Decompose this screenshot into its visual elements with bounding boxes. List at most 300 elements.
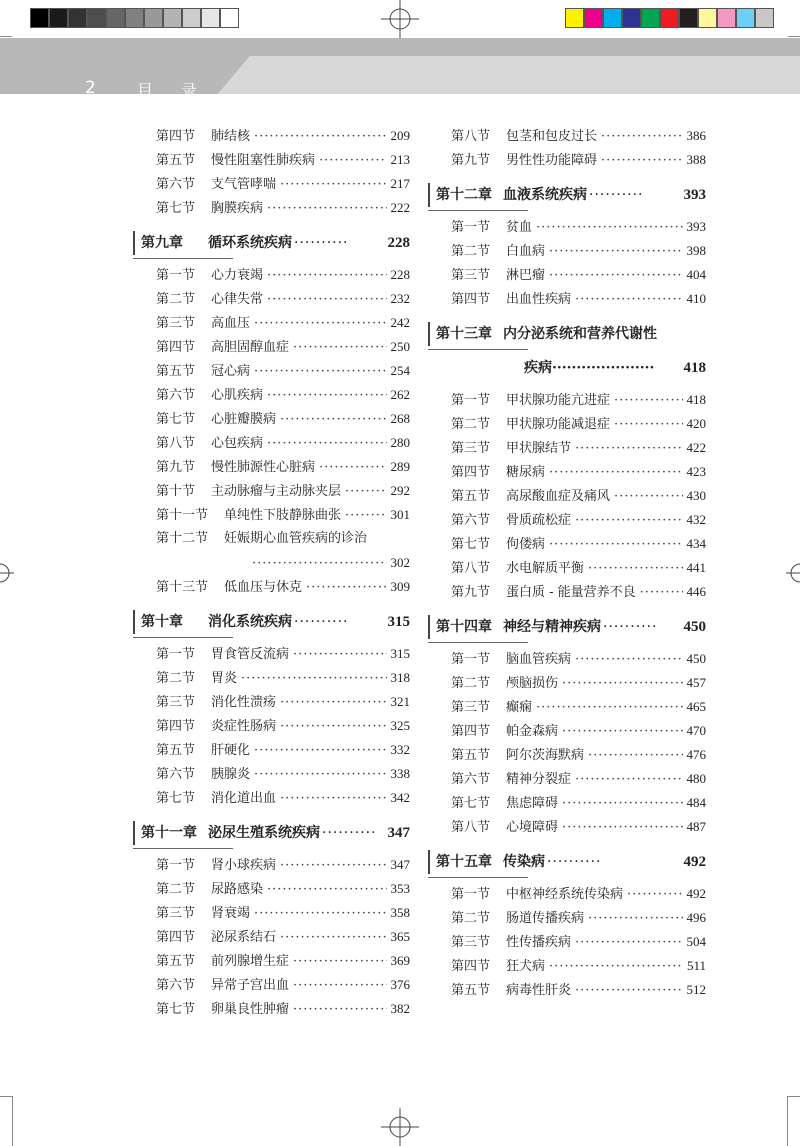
toc-section-row[interactable] (133, 666, 410, 690)
section-number: 第八节 (451, 820, 491, 835)
dot-leader (319, 149, 386, 173)
dot-leader (562, 816, 682, 840)
toc-section-row[interactable] (428, 148, 706, 172)
section-number: 第十二节 (156, 531, 209, 546)
dot-leader (575, 931, 682, 955)
dot-leader (549, 264, 682, 288)
page-ref: 209 (390, 128, 410, 143)
chapter-title: 疾病 (524, 360, 552, 376)
page-ref: 430 (686, 488, 706, 503)
chapter-title: 血液系统疾病 (503, 187, 587, 203)
dot-leader (280, 854, 386, 878)
section-title: 焦虑障碍 (506, 796, 559, 811)
dot-leader (306, 576, 386, 600)
crop-mark (788, 36, 800, 37)
toc-chapter-heading[interactable] (133, 608, 410, 636)
toc-section-row[interactable] (133, 287, 410, 311)
page-ref: 280 (390, 435, 410, 450)
toc-section-row[interactable] (428, 815, 706, 839)
dot-leader (319, 456, 386, 480)
toc-section-row[interactable] (133, 762, 410, 786)
section-title: 蛋白质 - 能量营养不良 (506, 585, 636, 600)
section-number: 第七节 (451, 537, 491, 552)
page-ref: 228 (390, 267, 410, 282)
chapter-title: 神经与精神疾病 (503, 619, 601, 635)
dot-leader (280, 926, 386, 950)
section-title: 消化性溃疡 (211, 695, 277, 710)
section-title: 支气管哮喘 (211, 177, 277, 192)
section-number: 第二节 (451, 244, 491, 259)
page-ref: 338 (390, 766, 410, 781)
section-title: 心力衰竭 (211, 268, 264, 283)
section-number: 第一节 (156, 268, 196, 283)
dot-leader (575, 979, 682, 1003)
chapter-rule (133, 821, 135, 845)
section-number: 第一节 (156, 647, 196, 662)
toc-section-row[interactable] (133, 335, 410, 359)
toc-section-row[interactable] (428, 412, 706, 436)
toc-section-row[interactable] (133, 311, 410, 335)
section-number: 第四节 (451, 292, 491, 307)
chapter-page-ref: 450 (683, 619, 706, 635)
page-ref: 441 (686, 560, 706, 575)
dot-leader (280, 715, 386, 739)
toc-section-row[interactable] (428, 556, 706, 580)
section-title: 白血病 (506, 244, 546, 259)
toc-chapter-continuation (428, 354, 706, 382)
section-title: 狂犬病 (506, 959, 546, 974)
section-number: 第二节 (156, 882, 196, 897)
section-number: 第三节 (156, 695, 196, 710)
section-title: 胸膜疾病 (211, 201, 264, 216)
section-title: 男性性功能障碍 (506, 153, 598, 168)
page-ref: 393 (686, 219, 706, 234)
toc-section-row[interactable] (428, 460, 706, 484)
chapter-number: 第十章 (141, 614, 183, 630)
toc-section-row[interactable] (133, 124, 410, 148)
dot-leader (280, 173, 386, 197)
toc-section-row[interactable] (133, 738, 410, 762)
toc-chapter-heading[interactable] (428, 181, 706, 209)
page-ref: 423 (686, 464, 706, 479)
section-number: 第四节 (156, 719, 196, 734)
dot-leader (575, 509, 682, 533)
page-ref: 242 (390, 315, 410, 330)
section-number: 第三节 (156, 316, 196, 331)
section-title: 胃食管反流病 (211, 647, 290, 662)
toc-section-row[interactable] (133, 383, 410, 407)
color-swatch (106, 8, 125, 28)
chapter-underline (133, 258, 233, 259)
dot-leader (549, 955, 683, 979)
page-ref: 418 (686, 392, 706, 407)
toc-section-row[interactable] (428, 124, 706, 148)
toc-section-row[interactable] (133, 853, 410, 877)
toc-section-row[interactable] (428, 647, 706, 671)
color-swatch (220, 8, 239, 28)
dot-leader (614, 485, 682, 509)
page-ref: 404 (686, 267, 706, 282)
toc-chapter-heading[interactable] (428, 848, 706, 876)
section-number: 第四节 (156, 129, 196, 144)
section-number: 第五节 (451, 748, 491, 763)
section-number: 第二节 (451, 911, 491, 926)
section-number: 第一节 (451, 393, 491, 408)
page-ref: 254 (390, 363, 410, 378)
toc-section-row[interactable] (428, 743, 706, 767)
dot-leader (536, 216, 682, 240)
toc-section-row[interactable] (133, 527, 410, 551)
dot-leader (254, 125, 386, 149)
section-title: 心境障碍 (506, 820, 559, 835)
section-number: 第四节 (156, 930, 196, 945)
page-title: 目录 (137, 81, 226, 100)
toc-section-row[interactable] (133, 575, 410, 599)
color-swatch (144, 8, 163, 28)
toc-section-row[interactable] (133, 973, 410, 997)
page-ref: 318 (390, 670, 410, 685)
color-swatch (163, 8, 182, 28)
dot-leader: ····················· (552, 360, 655, 376)
dot-leader (254, 360, 386, 384)
color-swatch (641, 8, 660, 28)
page-ref: 358 (390, 905, 410, 920)
section-number: 第七节 (156, 201, 196, 216)
page-ref: 512 (686, 982, 706, 997)
dot-leader (293, 950, 386, 974)
section-number: 第六节 (156, 978, 196, 993)
section-title: 前列腺增生症 (211, 954, 290, 969)
dot-leader (267, 384, 386, 408)
color-swatch (584, 8, 603, 28)
toc-chapter-heading[interactable] (133, 819, 410, 847)
color-swatch (125, 8, 144, 28)
dot-leader (601, 125, 682, 149)
dot-leader (562, 792, 682, 816)
toc-section-row[interactable] (133, 263, 410, 287)
toc-section-row[interactable] (428, 882, 706, 906)
dot-leader (293, 336, 386, 360)
dot-leader (614, 389, 682, 413)
color-swatch (182, 8, 201, 28)
toc-section-row[interactable] (428, 671, 706, 695)
section-title: 心包疾病 (211, 436, 264, 451)
dot-leader (640, 581, 683, 605)
dot-leader: ·········· (603, 619, 658, 635)
dot-leader (254, 902, 386, 926)
section-title: 消化道出血 (211, 791, 277, 806)
chapter-underline (133, 637, 233, 638)
page-ref: 325 (390, 718, 410, 733)
page-ref: 470 (686, 723, 706, 738)
toc-chapter-heading[interactable] (133, 229, 410, 257)
dot-leader (575, 768, 682, 792)
toc-right-column (428, 124, 706, 1002)
page-ref: 446 (686, 584, 706, 599)
chapter-underline (133, 848, 233, 849)
section-title: 肠道传播疾病 (506, 911, 585, 926)
toc-section-row[interactable] (133, 877, 410, 901)
page-ref: 496 (686, 910, 706, 925)
toc-section-row[interactable] (428, 954, 706, 978)
section-number: 第九节 (451, 585, 491, 600)
section-number: 第一节 (451, 652, 491, 667)
section-number: 第八节 (451, 561, 491, 576)
section-number: 第二节 (156, 292, 196, 307)
dot-leader (252, 552, 387, 576)
dot-leader (280, 691, 386, 715)
color-swatch (622, 8, 641, 28)
toc-section-row[interactable] (133, 690, 410, 714)
section-number: 第十三节 (156, 580, 209, 595)
toc-section-row[interactable] (428, 239, 706, 263)
header-band (0, 38, 800, 94)
section-number: 第二节 (156, 671, 196, 686)
page-ref: 353 (390, 881, 410, 896)
section-number: 第四节 (451, 465, 491, 480)
color-swatch (565, 8, 584, 28)
chapter-number: 第十三章 (436, 326, 492, 342)
section-title: 炎症性肠病 (211, 719, 277, 734)
page-ref: 217 (390, 176, 410, 191)
chapter-title: 消化系统疾病 (208, 614, 292, 630)
page-ref: 422 (686, 440, 706, 455)
chapter-underline (428, 877, 528, 878)
registration-mark-icon (786, 554, 800, 592)
page-ref: 268 (390, 411, 410, 426)
color-swatch (68, 8, 87, 28)
section-number: 第四节 (451, 959, 491, 974)
section-title: 肾衰竭 (211, 906, 251, 921)
page-ref: 332 (390, 742, 410, 757)
page-ref: 457 (686, 675, 706, 690)
chapter-number: 第十五章 (436, 854, 492, 870)
section-title: 异常子宫出血 (211, 978, 290, 993)
registration-mark-icon (381, 0, 419, 38)
section-title: 精神分裂症 (506, 772, 572, 787)
toc-section-row[interactable] (133, 997, 410, 1021)
toc-section-row[interactable] (133, 407, 410, 431)
crop-mark (0, 1096, 12, 1097)
section-title: 病毒性肝炎 (506, 983, 572, 998)
page-ref: 250 (390, 339, 410, 354)
chapter-page-ref: 492 (683, 854, 706, 870)
toc-section-row[interactable] (428, 263, 706, 287)
section-title: 高血压 (211, 316, 251, 331)
section-number: 第六节 (156, 388, 196, 403)
chapter-rule (133, 610, 135, 634)
section-number: 第三节 (451, 935, 491, 950)
section-title: 慢性肺源性心脏病 (211, 460, 316, 475)
section-number: 第一节 (451, 220, 491, 235)
toc-chapter-heading[interactable] (428, 613, 706, 641)
color-swatch (87, 8, 106, 28)
section-title: 心肌疾病 (211, 388, 264, 403)
dot-leader (549, 461, 682, 485)
chapter-title: 内分泌系统和营养代谢性 (503, 326, 657, 342)
section-title: 泌尿系结石 (211, 930, 277, 945)
toc-section-row[interactable] (428, 719, 706, 743)
dot-leader (549, 533, 682, 557)
section-number: 第六节 (156, 177, 196, 192)
page-number: 2 (85, 78, 96, 98)
toc-section-row[interactable] (428, 287, 706, 311)
color-swatch (603, 8, 622, 28)
toc-section-row[interactable] (133, 949, 410, 973)
chapter-number: 第十二章 (436, 187, 492, 203)
cmyk-color-bar (565, 8, 774, 28)
page-ref: 262 (390, 387, 410, 402)
dot-leader (588, 907, 682, 931)
toc-section-row[interactable] (428, 388, 706, 412)
dot-leader (562, 672, 682, 696)
section-title: 心律失常 (211, 292, 264, 307)
toc-section-row[interactable] (133, 455, 410, 479)
color-swatch (201, 8, 220, 28)
section-number: 第二节 (451, 417, 491, 432)
toc-section-row[interactable] (428, 508, 706, 532)
toc-section-row[interactable] (133, 714, 410, 738)
section-number: 第三节 (156, 906, 196, 921)
chapter-number: 第九章 (141, 235, 183, 251)
chapter-rule (133, 231, 135, 255)
page-ref: 476 (686, 747, 706, 762)
section-title: 主动脉瘤与主动脉夹层 (211, 484, 342, 499)
page-ref: 398 (686, 243, 706, 258)
section-number: 第七节 (156, 791, 196, 806)
crop-mark (787, 1096, 788, 1146)
section-title: 佝偻病 (506, 537, 546, 552)
dot-leader: ·········· (294, 614, 349, 630)
section-title: 性传播疾病 (506, 935, 572, 950)
toc-section-row[interactable] (428, 791, 706, 815)
dot-leader (280, 408, 386, 432)
color-swatch (660, 8, 679, 28)
dot-leader: ·········· (547, 854, 602, 870)
toc-section-row[interactable] (133, 148, 410, 172)
section-number: 第三节 (451, 268, 491, 283)
chapter-page-ref: 347 (387, 825, 410, 841)
chapter-page-ref: 418 (683, 360, 706, 376)
section-number: 第九节 (451, 153, 491, 168)
dot-leader (601, 149, 682, 173)
section-number: 第六节 (451, 513, 491, 528)
toc-section-row[interactable] (133, 479, 410, 503)
chapter-page-ref: 228 (387, 235, 410, 251)
toc-section-row[interactable] (428, 978, 706, 1002)
section-title: 尿路感染 (211, 882, 264, 897)
section-title: 心脏瓣膜病 (211, 412, 277, 427)
toc-section-row[interactable] (133, 196, 410, 220)
section-title: 高尿酸血症及痛风 (506, 489, 611, 504)
page-ref: 342 (390, 790, 410, 805)
toc-section-row[interactable] (133, 359, 410, 383)
toc-section-row[interactable] (133, 901, 410, 925)
toc-chapter-heading[interactable] (428, 320, 706, 348)
page-ref: 222 (390, 200, 410, 215)
dot-leader (254, 739, 386, 763)
toc-section-row[interactable] (133, 172, 410, 196)
color-swatch (755, 8, 774, 28)
section-number: 第七节 (156, 1002, 196, 1017)
toc-section-row[interactable] (133, 642, 410, 666)
page-ref: 388 (686, 152, 706, 167)
toc-continuation-row (133, 551, 410, 575)
dot-leader (575, 648, 682, 672)
dot-leader (267, 197, 386, 221)
section-number: 第八节 (451, 129, 491, 144)
toc-section-row[interactable] (428, 580, 706, 604)
page-ref: 434 (686, 536, 706, 551)
section-number: 第八节 (156, 436, 196, 451)
section-number: 第二节 (451, 676, 491, 691)
toc-section-row[interactable] (428, 532, 706, 556)
crop-mark (0, 36, 12, 37)
toc-section-row[interactable] (133, 925, 410, 949)
toc-section-row[interactable] (428, 906, 706, 930)
chapter-rule (428, 183, 430, 207)
section-title: 慢性阻塞性肺疾病 (211, 153, 316, 168)
dot-leader: ·········· (294, 235, 349, 251)
toc-section-row[interactable] (428, 695, 706, 719)
page-ref: 347 (390, 857, 410, 872)
section-number: 第一节 (156, 858, 196, 873)
toc-section-row[interactable] (428, 436, 706, 460)
toc-section-row[interactable] (428, 484, 706, 508)
chapter-title: 循环系统疾病 (208, 235, 292, 251)
section-title: 甲状腺功能亢进症 (506, 393, 611, 408)
dot-leader (267, 878, 386, 902)
section-title: 冠心病 (211, 364, 251, 379)
section-title: 肝硬化 (211, 743, 251, 758)
color-swatch (736, 8, 755, 28)
section-title: 糖尿病 (506, 465, 546, 480)
section-number: 第三节 (451, 441, 491, 456)
dot-leader (549, 240, 682, 264)
section-title: 甲状腺功能减退症 (506, 417, 611, 432)
toc-section-row[interactable] (133, 786, 410, 810)
chapter-number: 第十一章 (141, 825, 197, 841)
toc-section-row[interactable] (133, 431, 410, 455)
page-ref: 213 (390, 152, 410, 167)
dot-leader (267, 432, 386, 456)
page-ref: 484 (686, 795, 706, 810)
page-ref: 302 (390, 555, 410, 570)
toc-section-row[interactable] (428, 930, 706, 954)
toc-section-row[interactable] (133, 503, 410, 527)
chapter-underline (428, 210, 528, 211)
toc-section-row[interactable] (428, 767, 706, 791)
section-title: 水电解质平衡 (506, 561, 585, 576)
section-title: 低血压与休克 (224, 580, 303, 595)
section-number: 第四节 (451, 724, 491, 739)
page-ref: 504 (686, 934, 706, 949)
dot-leader (280, 787, 386, 811)
section-number: 第七节 (156, 412, 196, 427)
page-ref: 492 (686, 886, 706, 901)
dot-leader (536, 696, 682, 720)
dot-leader (293, 643, 386, 667)
section-title: 贫血 (506, 220, 533, 235)
page-ref: 410 (686, 291, 706, 306)
section-title: 高胆固醇血症 (211, 340, 290, 355)
chapter-title: 泌尿生殖系统疾病 (208, 825, 320, 841)
toc-section-row[interactable] (428, 215, 706, 239)
page-ref: 232 (390, 291, 410, 306)
color-swatch (49, 8, 68, 28)
section-number: 第五节 (451, 983, 491, 998)
page-ref: 321 (390, 694, 410, 709)
